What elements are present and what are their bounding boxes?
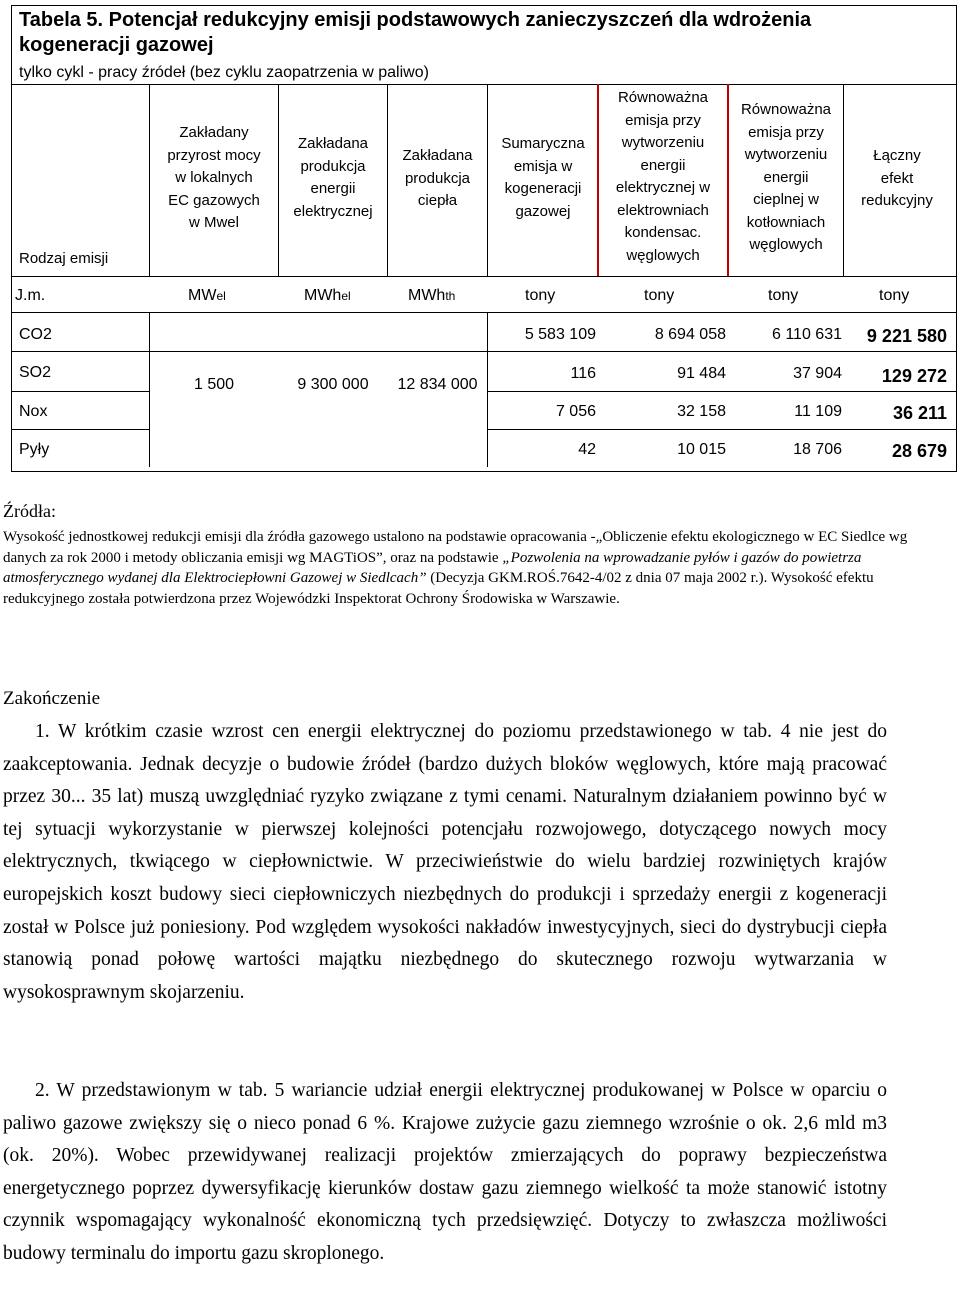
sources-text: Wysokość jednostkowej redukcji emisji dla źródła gazowego ustalono na podstawie opracowania -„Obliczenie efektu ekologicznego w EC Siedlce wg danych za rok 2000 i metody obliczania emisji wg MAGTiOS”, oraz na podstawie „Pozwolenia na wprowadzanie pyłów i gazów do powietrza atmosferycznego wydanej dla Elektrociepłowni Gazowej w Siedlcach” (Decyzja GKM.ROŚ.7642-4/02 z dnia 07 maja 2002 r.). Wysokość efektu redukcyjnego została potwierdzona przez Wojewódzki Inspektorat Ochrony Środowiska w Warszawie. bbox=[3, 529, 908, 607]
cell-efekt: 9 221 580 bbox=[866, 326, 947, 346]
conclusion-paragraph-1: 1. W krótkim czasie wzrost cen energii elektrycznej do poziomu przedstawionego w tab. 4 nie jest do zaakceptowania. Jednak decyzje o budowie źródeł (bardzo dużych bloków węglowych, które mają pracować przez 30... 35 lat) muszą uwzględniać ryzyko związane z tymi cenami. Naturalnym działaniem powinno być w tej sytuacji wykorzystanie w pierwszej kolejności potencjału rozwojowego, dotyczącego nowych mocy elektrycznych, tkwiącego w ciepłownictwie. W przeciwieństwie do wielu bardziej rozwiniętych krajów europejskich koszt budowy sieci ciepłowniczych niezbędnych do produkcji i sprzedaży energii z kogeneracji został w Polsce już poniesiony. Pod względem wysokości nakładów inwestycyjnych, sieci do dystrybucji ciepła stanowią ponad połowę wartości majątku niezbędnego do skutecznego rozwoju wytwarzania w wysokosprawnym skojarzeniu. bbox=[3, 721, 887, 1003]
cell-sum: 42 bbox=[578, 441, 596, 458]
row-rule-nox-right bbox=[487, 429, 957, 430]
row-rule-co2 bbox=[11, 351, 957, 352]
cell-kotl: 11 109 bbox=[794, 403, 842, 420]
row-label: Nox bbox=[19, 403, 48, 420]
cell-sum: 116 bbox=[570, 365, 596, 382]
unit-kondens: tony bbox=[644, 287, 675, 304]
conclusion-paragraph-2: 2. W przedstawionym w tab. 5 wariancie udział energii elektrycznej produkowanej w Polsce w oparciu o paliwo gazowe zwiększy się o nieco ponad 6 %. Krajowe zużycie gazu ziemnego wzrośnie o ok. 2,6 mld m3 (ok. 20%). Wobec przewidywanej realizacji projektów zmierzających do poprawy bezpieczeństwa energetycznego poprzez dywersyfikację kierunków dostaw gazu ziemnego wielkość ta może stanowić istotny czynnik wspomagający wykonalność ekonomiczną tych przedsięwzięć. Dotyczy to zwłaszcza możliwości budowy terminalu do importu gazu skroplonego. bbox=[3, 1080, 887, 1264]
cell-sum: 7 056 bbox=[555, 403, 596, 420]
cell-efekt: 36 211 bbox=[892, 403, 947, 423]
row-rule-so2-right bbox=[487, 391, 957, 392]
unit-efekt: tony bbox=[879, 287, 910, 304]
header-cieplo: Zakładana produkcja ciepła bbox=[402, 147, 473, 209]
table-top-rule bbox=[11, 84, 957, 85]
table-title-line1: Tabela 5. Potencjał redukcyjny emisji podstawowych zanieczyszczeń dla wdrożenia bbox=[19, 9, 812, 31]
row-rule-so2 bbox=[11, 391, 149, 392]
header-bottom-rule bbox=[11, 276, 957, 277]
header-sum: Sumaryczna emisja w kogeneracji gazowej bbox=[501, 135, 585, 220]
units-bottom-rule bbox=[11, 312, 957, 313]
table-title-line2: kogeneracji gazowej bbox=[19, 34, 214, 56]
cell-kotl: 18 706 bbox=[793, 441, 842, 458]
cell-kotl: 6 110 631 bbox=[772, 326, 842, 343]
conclusion-heading: Zakończenie bbox=[3, 688, 101, 709]
header-elektr: Zakładana produkcja energii elektrycznej bbox=[293, 135, 373, 220]
header-moc: Zakładany przyrost mocy w lokalnych EC gazowych w Mwel bbox=[167, 124, 261, 231]
unit-moc: MWel bbox=[188, 287, 226, 304]
row-rule-nox bbox=[11, 429, 149, 430]
row-label: Pyły bbox=[19, 441, 50, 458]
shared-moc: 1 500 bbox=[193, 376, 235, 393]
unit-sum: tony bbox=[525, 287, 556, 304]
sources-heading: Źródła: bbox=[3, 501, 56, 521]
cell-kotl: 37 904 bbox=[793, 365, 842, 382]
cell-kondens: 91 484 bbox=[677, 365, 726, 382]
row-label: CO2 bbox=[19, 326, 52, 343]
unit-jm: J.m. bbox=[15, 287, 46, 304]
header-efekt: Łączny efekt redukcyjny bbox=[861, 147, 933, 209]
cell-kondens: 10 015 bbox=[677, 441, 726, 458]
shared-elektr: 9 300 000 bbox=[297, 376, 369, 393]
cell-kondens: 8 694 058 bbox=[654, 326, 726, 343]
header-kondens: Równoważna emisja przy wytworzeniu energii elektrycznej w elektrowniach kondensac. węglowych bbox=[615, 89, 711, 264]
unit-kotl: tony bbox=[768, 287, 799, 304]
header-rodzaj: Rodzaj emisji bbox=[19, 250, 109, 267]
header-kotl: Równoważna emisja przy wytworzeniu energii cieplnej w kotłowniach węglowych bbox=[740, 101, 832, 253]
cell-efekt: 129 272 bbox=[881, 366, 947, 386]
row-block-right bbox=[487, 312, 488, 467]
cell-efekt: 28 679 bbox=[891, 441, 947, 461]
unit-elektr: MWhel bbox=[304, 287, 351, 304]
cell-kondens: 32 158 bbox=[677, 403, 726, 420]
row-label: SO2 bbox=[19, 364, 52, 381]
cell-sum: 5 583 109 bbox=[524, 326, 596, 343]
table-subtitle: tylko cykl - pracy źródeł (bez cyklu zaopatrzenia w paliwo) bbox=[19, 64, 429, 81]
table-title bbox=[19, 8, 954, 58]
shared-cieplo: 12 834 000 bbox=[397, 376, 478, 393]
unit-cieplo: MWhth bbox=[408, 287, 456, 304]
